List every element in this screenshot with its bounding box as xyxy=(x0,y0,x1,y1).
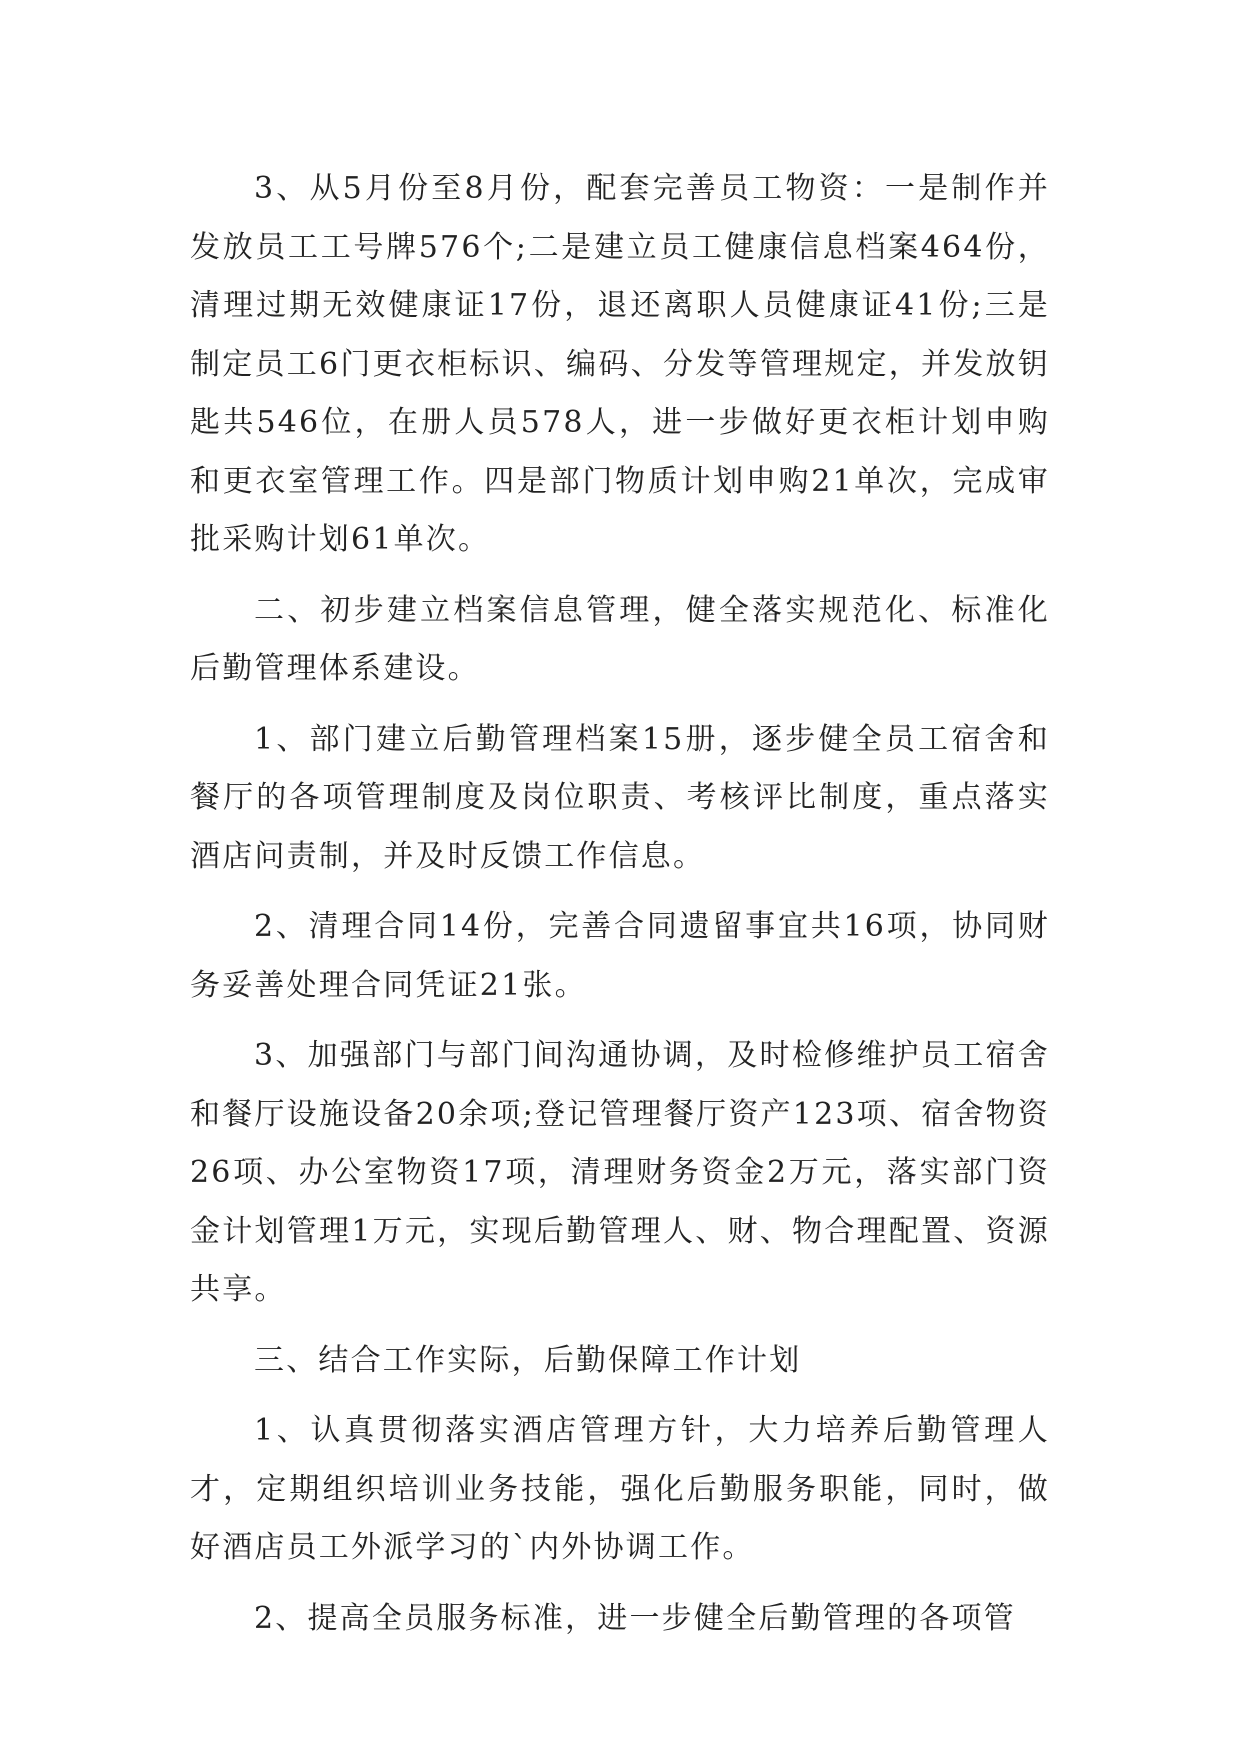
paragraph-material-supplies: 3、从5月份至8月份，配套完善员工物资：一是制作并发放员工工号牌576个;二是建立员工健康信息档案464份，清理过期无效健康证17份，退还离职人员健康证41份;三是制定员工6门更衣柜标识、编码、分发等管理规定，并发放钥匙共546位，在册人员578人，进一步做好更衣柜计划申购和更衣室管理工作。四是部门物质计划申购21单次，完成审批采购计划61单次。 xyxy=(190,171,1050,557)
section-heading-archives: 二、初步建立档案信息管理，健全落实规范化、标准化后勤管理体系建设。 xyxy=(190,592,1050,686)
paragraph-contracts: 2、清理合同14份，完善合同遗留事宜共16项，协同财务妥善处理合同凭证21张。 xyxy=(190,909,1050,1003)
document-body xyxy=(190,160,1050,1660)
section-heading-work-plan: 三、结合工作实际，后勤保障工作计划 xyxy=(254,1342,802,1378)
paragraph-logistics-archives: 1、部门建立后勤管理档案15册，逐步健全员工宿舍和餐厅的各项管理制度及岗位职责、考核评比制度，重点落实酒店问责制，并及时反馈工作信息。 xyxy=(190,721,1050,874)
paragraph-communication-assets: 3、加强部门与部门间沟通协调，及时检修维护员工宿舍和餐厅设施设备20余项;登记管理餐厅资产123项、宿舍物资26项、办公室物资17项，清理财务资金2万元，落实部门资金计划管理1万元，实现后勤管理人、财、物合理配置、资源共享。 xyxy=(190,1038,1050,1307)
paragraph-service-standards: 2、提高全员服务标准，进一步健全后勤管理的各项管 xyxy=(254,1600,1016,1636)
paragraph-management-policy: 1、认真贯彻落实酒店管理方针，大力培养后勤管理人才，定期组织培训业务技能，强化后勤服务职能，同时，做好酒店员工外派学习的`内外协调工作。 xyxy=(190,1413,1050,1565)
